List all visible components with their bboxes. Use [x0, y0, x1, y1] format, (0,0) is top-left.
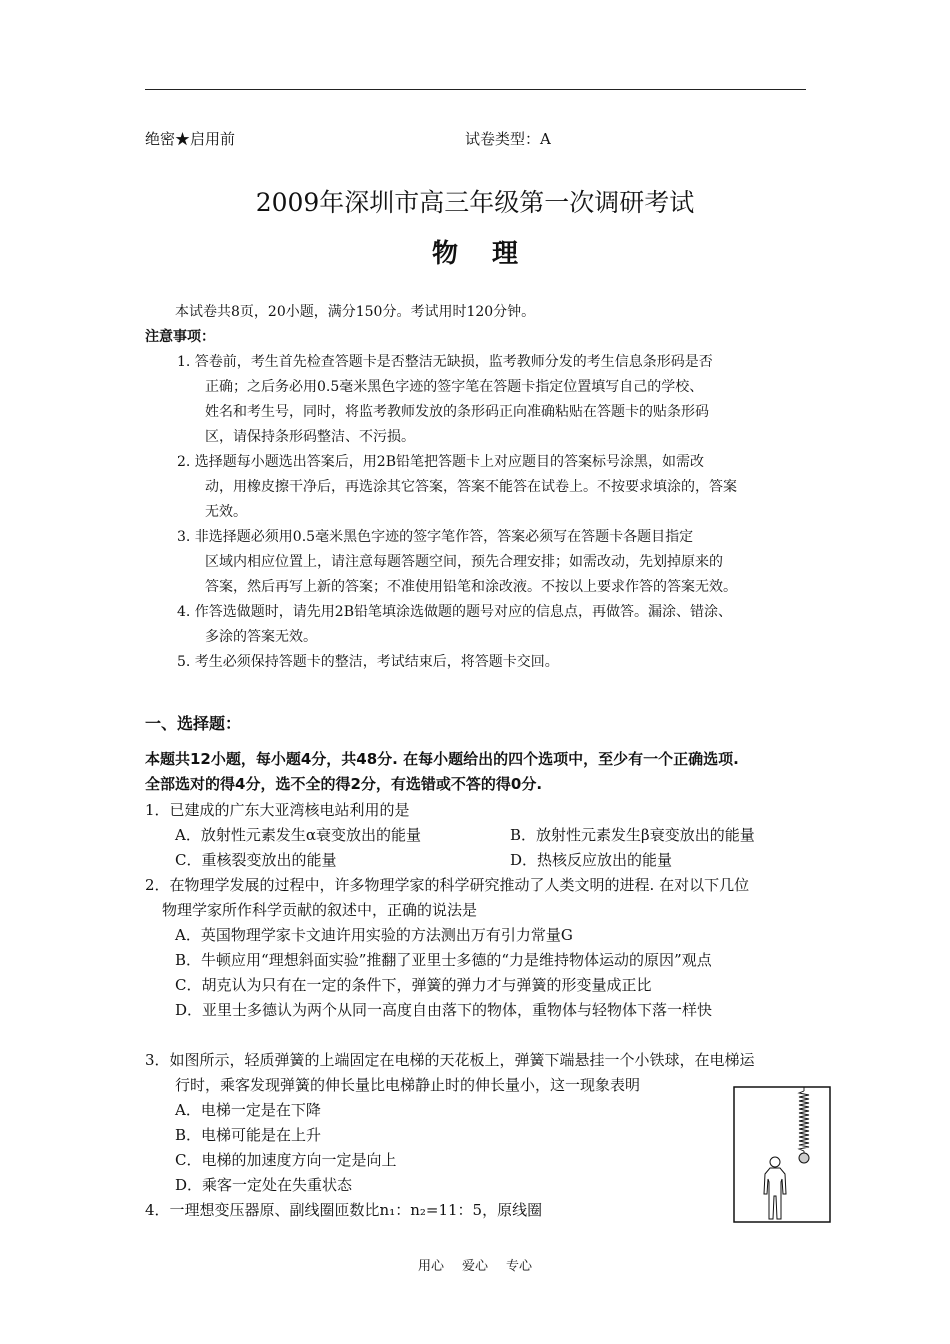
notice-item-2-line-1: 2. 选择题每小题选出答案后，用2B铅笔把答题卡上对应题目的答案标号涂黑，如需改	[177, 454, 705, 470]
confidential-label: 绝密★启用前	[145, 130, 236, 148]
q3-option-c: C．电梯的加速度方向一定是向上	[175, 1151, 397, 1169]
elevator-spring-figure	[733, 1086, 831, 1223]
page-footer	[0, 1255, 950, 1274]
q3-option-b: B．电梯可能是在上升	[175, 1126, 322, 1144]
notice-item-4-line-2: 多涂的答案无效。	[205, 629, 317, 645]
notice-item-2-line-3: 无效。	[205, 504, 247, 520]
footer-word-2: 爱心	[461, 1259, 488, 1274]
notice-item-5-line-1: 5. 考生必须保持答题卡的整洁，考试结束后，将答题卡交回。	[177, 654, 559, 670]
q4-stem: 4．一理想变压器原、副线圈匝数比n₁：n₂=11：5，原线圈	[145, 1201, 543, 1219]
q1-option-a: A．放射性元素发生α衰变放出的能量	[175, 826, 421, 844]
notice-item-3-line-2: 区域内相应位置上，请注意每题答题空间，预先合理安排；如需改动，先划掉原来的	[205, 554, 723, 570]
iron-ball	[799, 1153, 809, 1163]
q3-option-d: D．乘客一定处在失重状态	[175, 1176, 353, 1194]
q2-option-a: A．英国物理学家卡文迪许用实验的方法测出万有引力常量G	[175, 926, 573, 944]
footer-word-3: 专心	[506, 1259, 533, 1274]
q3-stem-line-1: 3．如图所示，轻质弹簧的上端固定在电梯的天花板上，弹簧下端悬挂一个小铁球，在电梯运	[145, 1051, 755, 1069]
q1-option-c: C．重核裂变放出的能量	[175, 851, 337, 869]
footer-word-1: 用心	[417, 1259, 444, 1274]
elevator-box	[734, 1087, 830, 1222]
q2-stem-line-2: 物理学家所作科学贡献的叙述中，正确的说法是	[162, 901, 478, 919]
q1-option-d: D．热核反应放出的能量	[510, 851, 673, 869]
notice-item-1-line-3: 姓名和考生号，同时，将监考教师发放的条形码正向准确粘贴在答题卡的贴条形码	[205, 404, 709, 420]
q2-option-c: C．胡克认为只有在一定的条件下，弹簧的弹力才与弹簧的形变量成正比	[175, 976, 652, 994]
q2-stem-line-1: 2．在物理学发展的过程中，许多物理学家的科学研究推动了人类文明的进程. 在对以下几位	[145, 876, 750, 894]
q2-option-d: D．亚里士多德认为两个从同一高度自由落下的物体，重物体与轻物体下落一样快	[175, 1001, 713, 1019]
notice-item-1-line-2: 正确；之后务必用0.5毫米黑色字迹的签字笔在答题卡指定位置填写自己的学校、	[205, 379, 704, 395]
q1-option-b: B．放射性元素发生β衰变放出的能量	[510, 826, 755, 844]
paper-type-label: 试卷类型：A	[465, 130, 551, 148]
exam-title: 2009年深圳市高三年级第一次调研考试	[255, 188, 695, 217]
section-instruction-line-1: 本题共12小题，每小题4分，共48分. 在每小题给出的四个选项中，至少有一个正确选项.	[145, 750, 739, 768]
q3-stem-line-2: 行时，乘客发现弹簧的伸长量比电梯静止时的伸长量小，这一现象表明	[175, 1076, 641, 1094]
section-heading: 一、选择题：	[145, 714, 242, 733]
header-rule	[145, 89, 806, 90]
subject-title: 物理	[431, 239, 552, 269]
section-instruction-line-2: 全部选对的得4分，选不全的得2分，有选错或不答的得0分.	[145, 775, 543, 793]
q3-option-a: A．电梯一定是在下降	[175, 1101, 321, 1119]
notice-item-1-line-4: 区，请保持条形码整洁、不污损。	[205, 429, 415, 445]
notice-item-3-line-1: 3. 非选择题必须用0.5毫米黑色字迹的签字笔作答，答案必须写在答题卡各题目指定	[177, 529, 694, 545]
notice-item-4-line-1: 4. 作答选做题时，请先用2B铅笔填涂选做题的题号对应的信息点，再做答。漏涂、错涂、	[177, 604, 733, 620]
exam-intro: 本试卷共8页，20小题，满分150分。考试用时120分钟。	[175, 304, 536, 320]
q1-stem: 1．已建成的广东大亚湾核电站利用的是	[145, 801, 410, 819]
passenger-figure	[764, 1157, 786, 1219]
notice-item-1-line-1: 1. 答卷前，考生首先检查答题卡是否整洁无缺损，监考教师分发的考生信息条形码是否	[177, 354, 713, 370]
notice-item-3-line-3: 答案，然后再写上新的答案；不准使用铅笔和涂改液。不按以上要求作答的答案无效。	[205, 579, 737, 595]
spring	[799, 1087, 809, 1154]
notice-item-2-line-2: 动，用橡皮擦干净后，再选涂其它答案，答案不能答在试卷上。不按要求填涂的，答案	[205, 479, 737, 495]
q2-option-b: B．牛顿应用“理想斜面实验”推翻了亚里士多德的“力是维持物体运动的原因”观点	[175, 951, 712, 969]
notice-heading: 注意事项：	[145, 329, 215, 345]
